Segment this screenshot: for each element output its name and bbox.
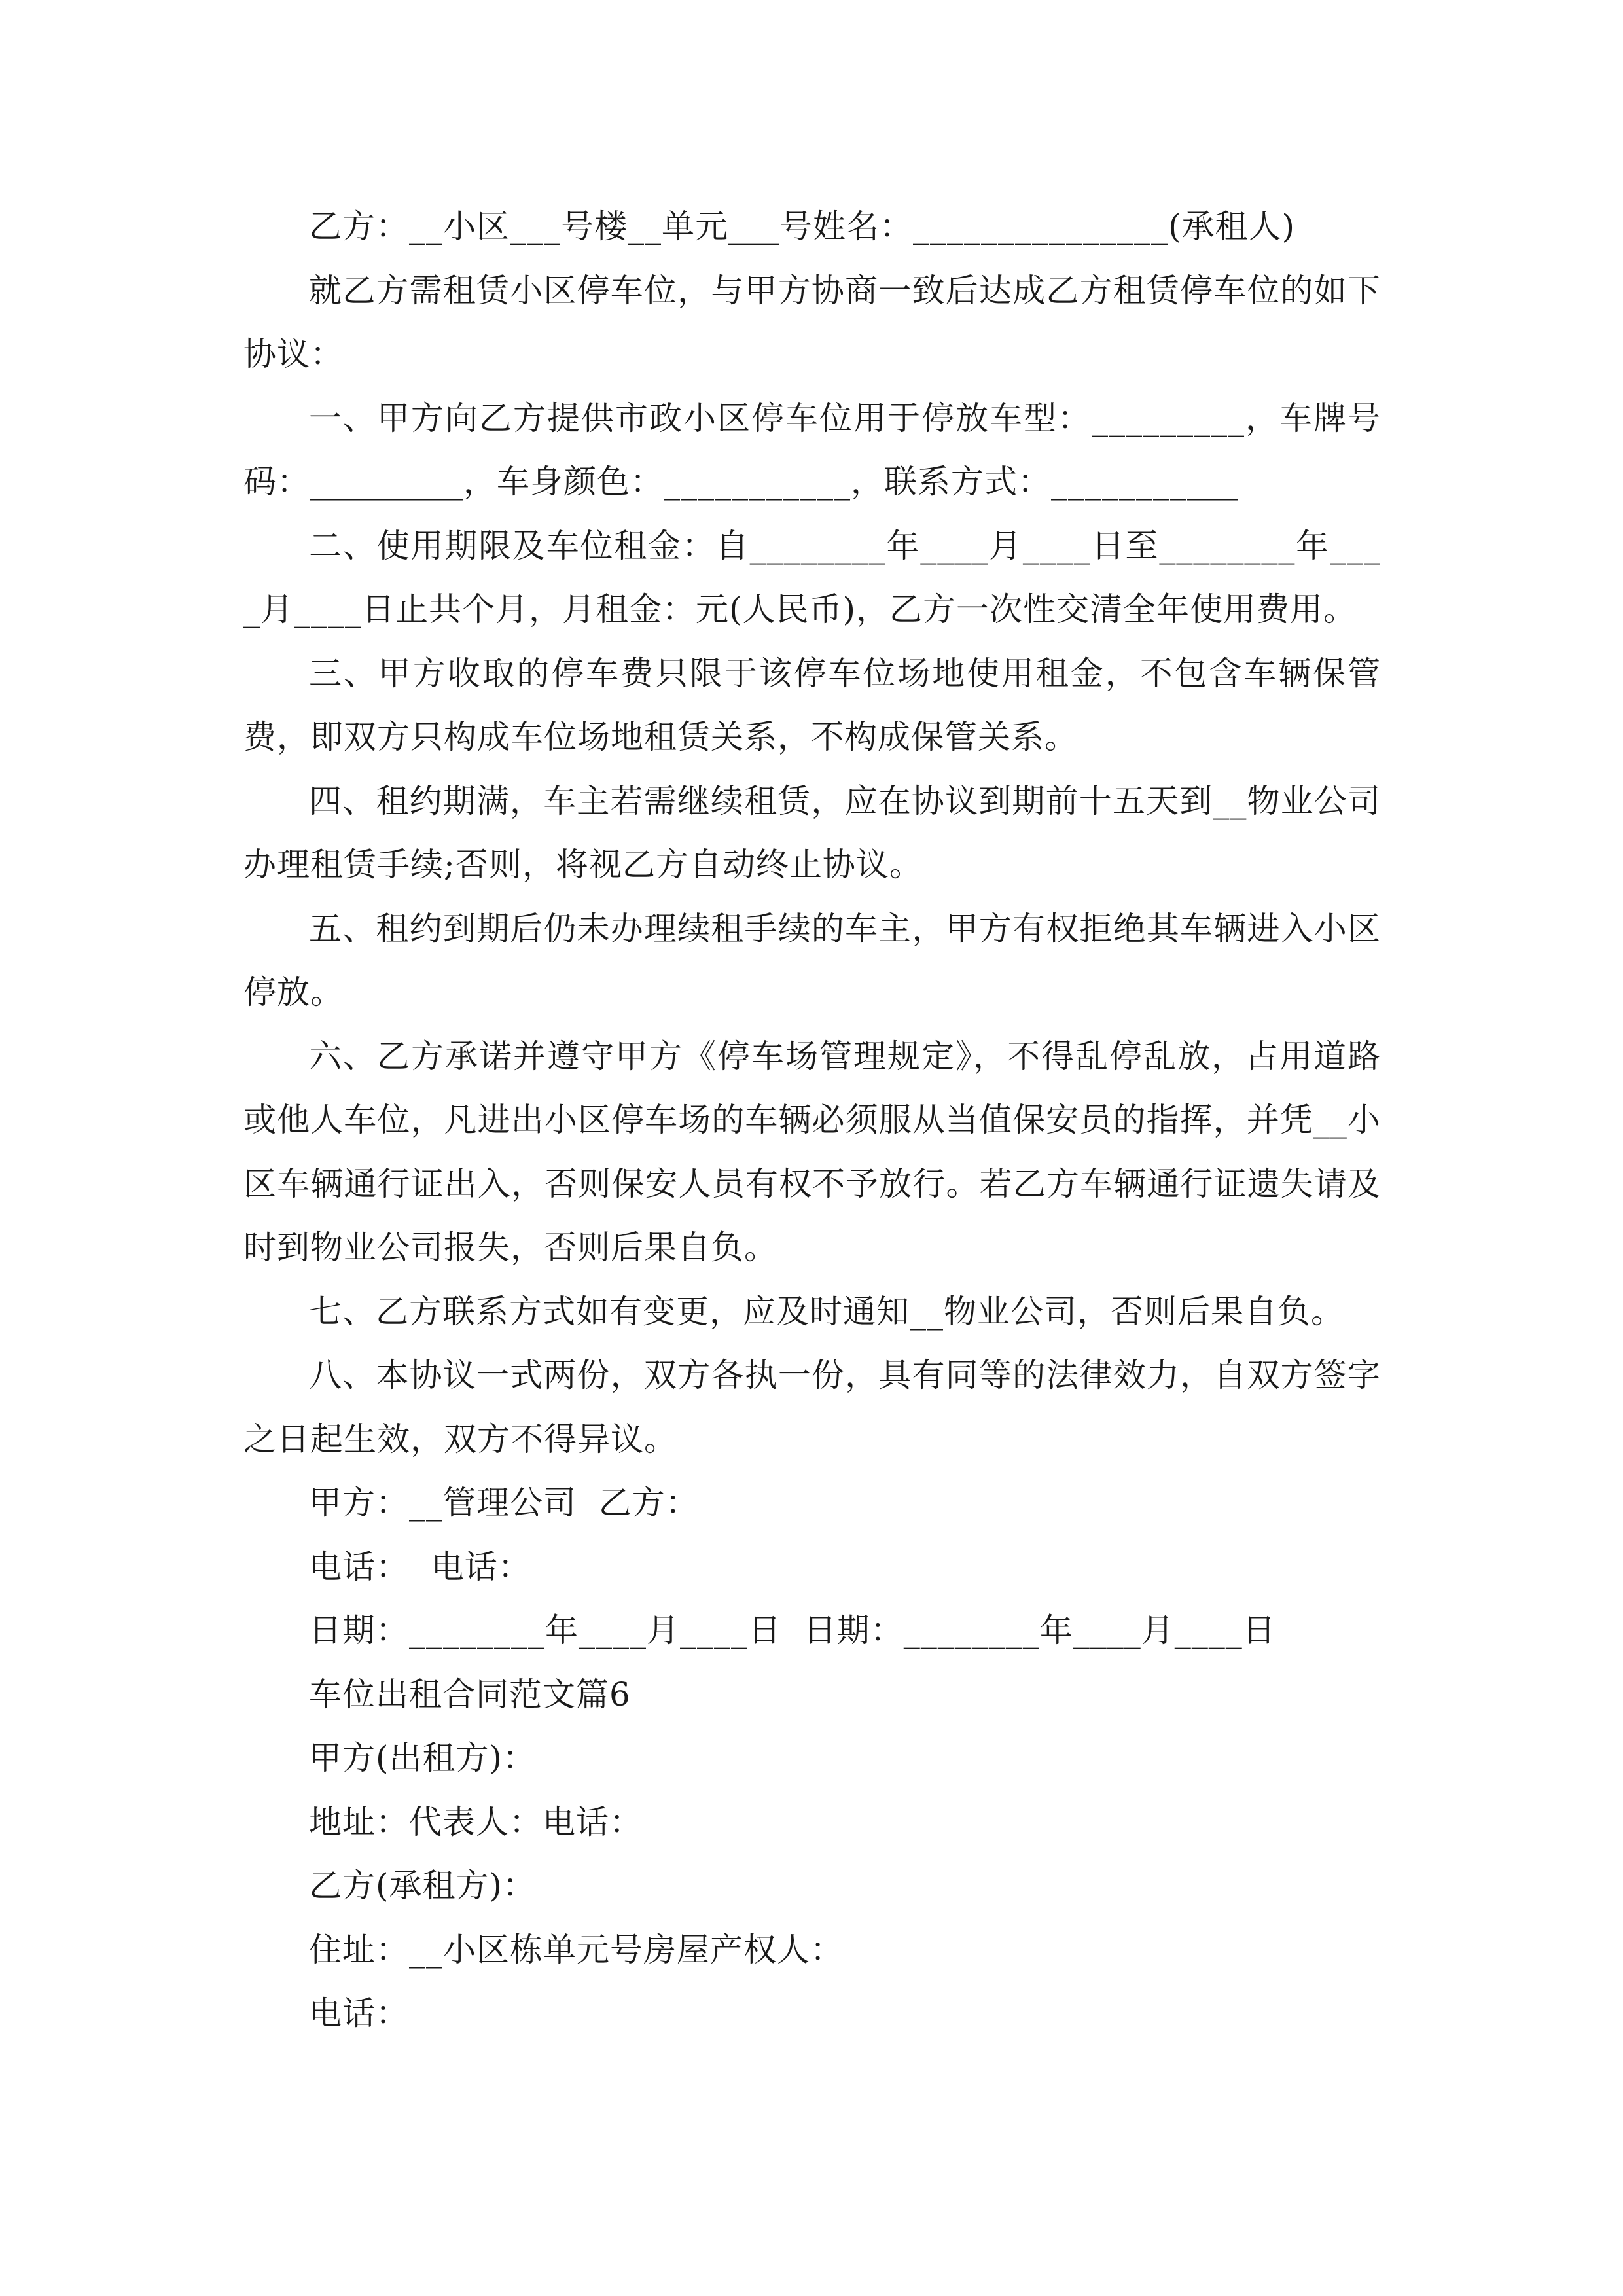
signature-dates: 日期：________年____月____日 日期：________年____月____日	[309, 1611, 1276, 1649]
clause-2: 二、使用期限及车位租金：自________年____月____日至________年____月____日止共个月，月租金：元(人民币)，乙方一次性交清全年使用费用。	[243, 526, 1381, 628]
party-b-line: 乙方：__小区___号楼__单元___号姓名：_______________(承租人)	[309, 207, 1296, 245]
section-heading: 车位出租合同范文篇6	[309, 1675, 631, 1713]
clause-6: 六、乙方承诺并遵守甲方《停车场管理规定》，不得乱停乱放，占用道路或他人车位，凡进出小区停车场的车辆必须服从当值保安员的指挥，并凭__小区车辆通行证出入，否则保安人员有权不予放行。若乙方车辆通行证遗失请及时到物业公司报失，否则后果自负。	[243, 1037, 1381, 1266]
document-body	[243, 195, 1381, 2046]
clause-4: 四、租约期满，车主若需继续租赁，应在协议到期前十五天到__物业公司办理租赁手续;否则，将视乙方自动终止协议。	[243, 781, 1381, 884]
clause-7: 七、乙方联系方式如有变更，应及时通知__物业公司，否则后果自负。	[309, 1292, 1344, 1331]
party-a-address: 地址：代表人：电话：	[309, 1803, 643, 1841]
clause-3: 三、甲方收取的停车费只限于该停车位场地使用租金，不包含车辆保管费，即双方只构成车位场地租赁关系，不构成保管关系。	[243, 654, 1381, 756]
signature-parties: 甲方：__管理公司 乙方：	[309, 1484, 699, 1522]
clause-5: 五、租约到期后仍未办理续租手续的车主，甲方有权拒绝其车辆进入小区停放。	[243, 909, 1381, 1011]
party-a-lessor: 甲方(出租方)：	[309, 1739, 537, 1777]
signature-phones: 电话： 电话：	[309, 1547, 531, 1586]
party-b-lessee: 乙方(承租方)：	[309, 1867, 537, 1905]
clause-8: 八、本协议一式两份，双方各执一份，具有同等的法律效力，自双方签字之日起生效，双方不得异议。	[243, 1356, 1381, 1458]
clause-1: 一、甲方向乙方提供市政小区停车位用于停放车型：_________，车牌号码：_________，车身颜色：___________，联系方式：___________	[243, 399, 1381, 501]
preamble-paragraph: 就乙方需租赁小区停车位，与甲方协商一致后达成乙方租赁停车位的如下协议：	[243, 271, 1381, 373]
party-b-address: 住址：__小区栋单元号房屋产权人：	[309, 1930, 844, 1969]
party-b-phone: 电话：	[309, 1994, 409, 2032]
